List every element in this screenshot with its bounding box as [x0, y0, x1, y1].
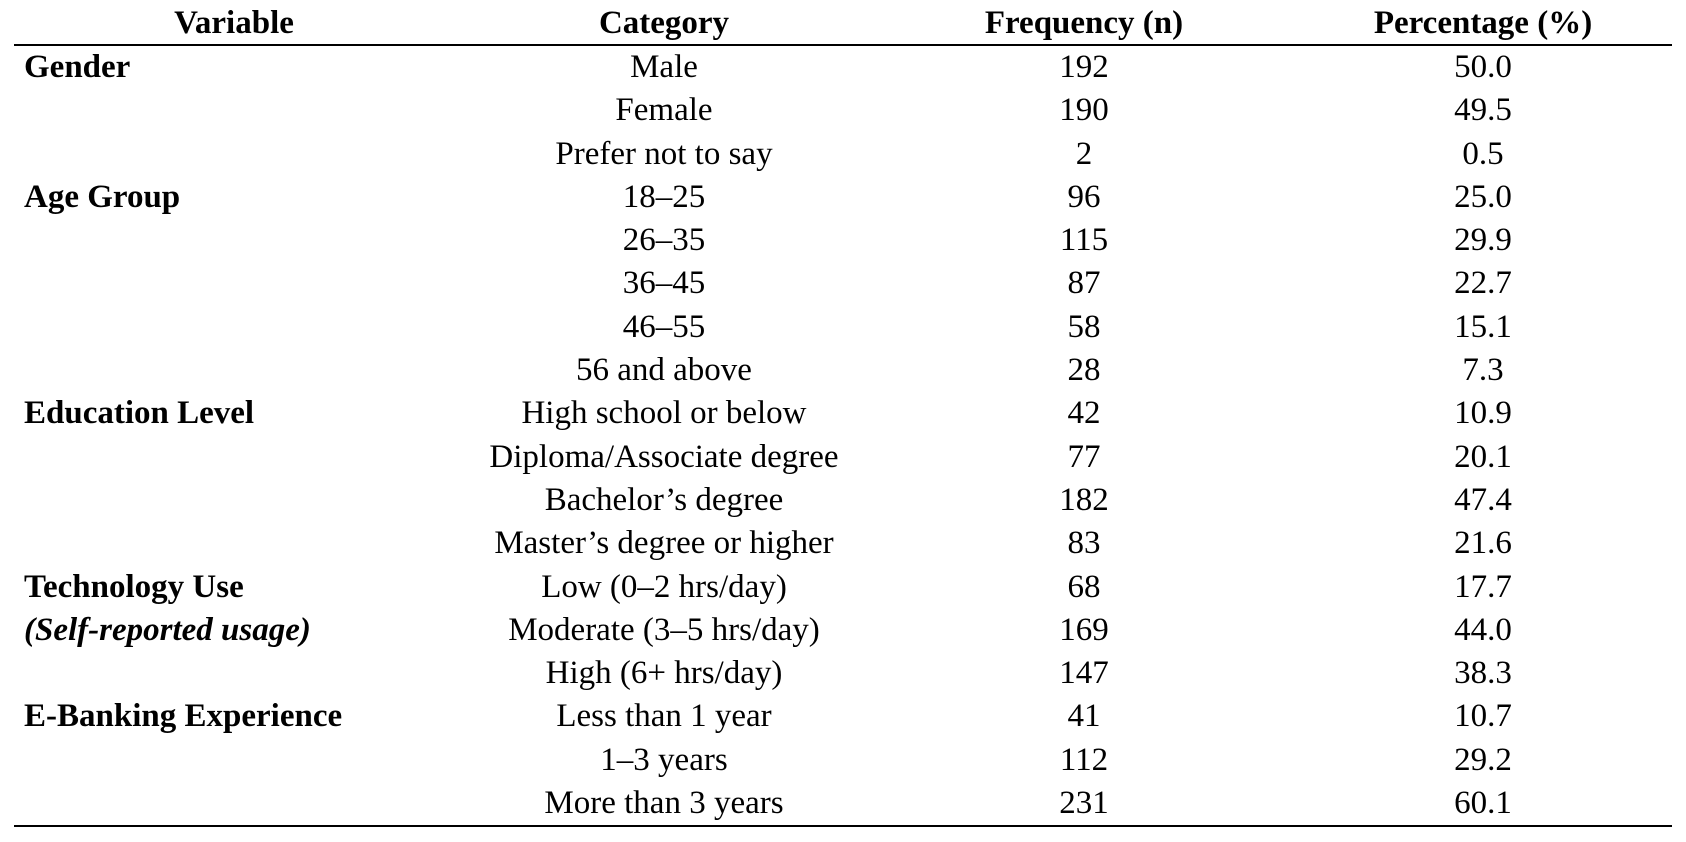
header-row: [14, 2, 1672, 45]
frequency-cell: 96: [1067, 178, 1101, 215]
variable-cell: [14, 349, 454, 392]
category-cell: High (6+ hrs/day): [545, 655, 783, 692]
header-category: Category: [454, 2, 874, 45]
percentage-cell: 44.0: [1454, 611, 1512, 648]
table-row: [14, 89, 1672, 132]
table-row: [14, 45, 1672, 89]
percentage-cell: 50.0: [1454, 49, 1512, 85]
frequency-cell: 2: [1075, 135, 1093, 172]
percentage-cell: 21.6: [1454, 525, 1512, 562]
percentage-cell: 25.0: [1454, 178, 1512, 215]
variable-cell: Age Group: [24, 178, 181, 215]
percentage-cell: 47.4: [1454, 481, 1512, 518]
category-cell: Low (0–2 hrs/day): [541, 568, 787, 605]
category-cell: More than 3 years: [454, 782, 874, 826]
table-header: [14, 2, 1672, 45]
table-row: [14, 739, 1672, 782]
frequency-cell: 231: [874, 782, 1294, 826]
frequency-cell: 182: [1059, 481, 1109, 518]
category-cell: Bachelor’s degree: [544, 481, 784, 518]
category-cell: Male: [630, 49, 698, 85]
variable-cell: [14, 262, 454, 305]
variable-cell: [14, 219, 454, 262]
variable-cell: [14, 652, 454, 695]
percentage-cell: 15.1: [1454, 308, 1512, 345]
table-row: [14, 176, 1672, 219]
category-cell: 36–45: [622, 265, 706, 302]
variable-cell: [14, 89, 454, 132]
table-body: [14, 45, 1672, 826]
variable-cell: E-Banking Experience: [24, 698, 343, 735]
category-cell: Less than 1 year: [556, 698, 772, 735]
variable-cell: [14, 609, 454, 652]
frequency-cell: 28: [1067, 352, 1101, 389]
variable-cell: [14, 436, 454, 479]
percentage-cell: 20.1: [1454, 438, 1512, 475]
category-cell: Moderate (3–5 hrs/day): [508, 611, 820, 648]
category-cell: Female: [615, 92, 713, 129]
frequency-cell: 58: [1067, 308, 1101, 345]
table-row: [14, 782, 1672, 826]
variable-cell: [14, 782, 454, 826]
table-row: [14, 479, 1672, 522]
frequency-cell: 169: [1059, 611, 1109, 648]
header-variable: Variable: [14, 2, 454, 45]
variable-cell: [14, 739, 454, 782]
percentage-cell: 22.7: [1454, 265, 1512, 302]
variable-cell: Gender: [24, 49, 131, 85]
frequency-cell: 147: [1059, 655, 1109, 692]
frequency-cell: 68: [1067, 568, 1101, 605]
percentage-cell: 29.9: [1454, 222, 1512, 259]
table-row: [14, 133, 1672, 176]
variable-subtitle: (Self-reported usage): [24, 611, 311, 648]
percentage-cell: 7.3: [1462, 352, 1504, 389]
variable-cell: [14, 306, 454, 349]
header-percentage: Percentage (%): [1294, 2, 1672, 45]
category-cell: 18–25: [622, 178, 706, 215]
frequency-cell: 77: [1067, 438, 1101, 475]
frequency-cell: 192: [1059, 49, 1109, 85]
table-row: [14, 349, 1672, 392]
variable-cell: [14, 133, 454, 176]
table-row: [14, 306, 1672, 349]
category-cell: 56 and above: [576, 352, 752, 389]
category-cell: Diploma/Associate degree: [489, 438, 839, 475]
table-row: [14, 566, 1672, 609]
table-row: [14, 695, 1672, 738]
table-row: [14, 609, 1672, 652]
percentage-cell: 10.9: [1454, 395, 1512, 432]
variable-cell: [14, 479, 454, 522]
variable-cell: Technology Use: [24, 568, 244, 605]
frequency-cell: 87: [1067, 265, 1101, 302]
percentage-cell: 49.5: [1454, 92, 1512, 129]
frequency-cell: 190: [1059, 92, 1109, 129]
frequency-cell: 41: [1067, 698, 1101, 735]
percentage-cell: 60.1: [1294, 782, 1672, 826]
header-frequency: Frequency (n): [874, 2, 1294, 45]
demographics-table: [14, 2, 1672, 827]
percentage-cell: 17.7: [1454, 568, 1512, 605]
frequency-cell: 83: [1067, 525, 1101, 562]
percentage-cell: 38.3: [1454, 655, 1512, 692]
percentage-cell: 0.5: [1462, 135, 1504, 172]
category-cell: Master’s degree or higher: [494, 525, 834, 562]
percentage-cell: 10.7: [1454, 698, 1512, 735]
frequency-cell: 115: [1059, 222, 1109, 259]
category-cell: 26–35: [622, 222, 706, 259]
frequency-cell: 42: [1067, 395, 1101, 432]
category-cell: 1–3 years: [600, 741, 728, 778]
table-row: [14, 219, 1672, 262]
table-row: [14, 392, 1672, 435]
percentage-cell: 29.2: [1454, 741, 1512, 778]
table-row: [14, 262, 1672, 305]
table-row: [14, 652, 1672, 695]
variable-cell: [14, 522, 454, 565]
category-cell: Prefer not to say: [555, 135, 773, 172]
category-cell: High school or below: [521, 395, 807, 432]
frequency-cell: 112: [1059, 741, 1109, 778]
table-row: [14, 522, 1672, 565]
variable-cell: Education Level: [24, 395, 255, 432]
category-cell: 46–55: [622, 308, 706, 345]
table-row: [14, 436, 1672, 479]
